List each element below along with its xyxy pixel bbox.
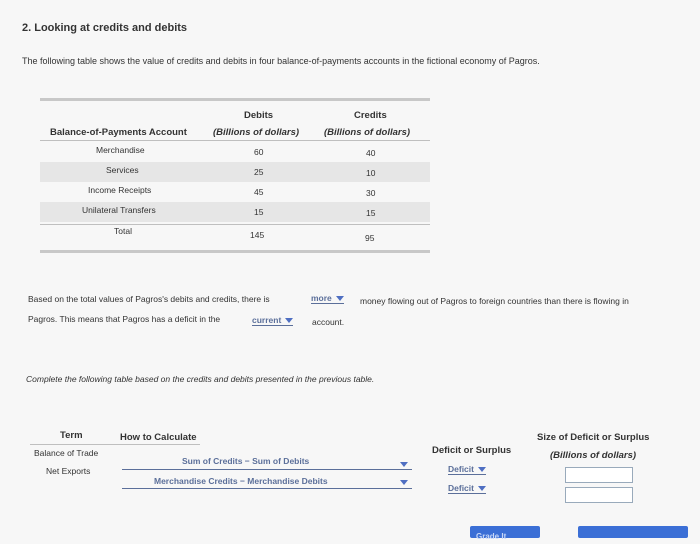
debits-cell: 45 xyxy=(254,187,264,197)
chevron-down-icon xyxy=(336,296,344,301)
account-dropdown[interactable] xyxy=(252,315,293,326)
term-cell: Balance of Trade xyxy=(34,448,99,458)
total-rule xyxy=(40,224,430,225)
total-row xyxy=(40,226,430,246)
formula-select[interactable]: Merchandise Credits − Merchandise Debits xyxy=(154,476,328,486)
debits-unit-header: (Billions of dollars) xyxy=(213,127,300,138)
account-header: Balance-of-Payments Account xyxy=(50,127,187,138)
instruction-text: Complete the following table based on the credits and debits presented in the previous table. xyxy=(26,374,375,384)
debits-cell: 15 xyxy=(254,207,264,217)
grade-button[interactable] xyxy=(470,526,540,541)
deficit-surplus-value: Deficit xyxy=(448,464,474,474)
chevron-down-icon xyxy=(478,467,486,472)
chevron-down-icon xyxy=(478,486,486,491)
chevron-down-icon xyxy=(285,318,293,323)
table-bottom-rule xyxy=(40,250,430,253)
table-row xyxy=(40,142,430,162)
header-underline xyxy=(40,140,430,141)
total-label: Total xyxy=(114,226,132,236)
question-title: 2. Looking at credits and debits xyxy=(22,22,188,34)
deficit-surplus-value: Deficit xyxy=(448,483,474,493)
account-cell: Services xyxy=(106,165,139,175)
deficit-surplus-header: Deficit or Surplus xyxy=(432,445,512,456)
total-debits: 145 xyxy=(250,230,265,240)
term-header: Term xyxy=(60,430,83,441)
credits-header: Credits xyxy=(354,110,387,121)
flow-dropdown[interactable] xyxy=(311,293,344,304)
account-cell: Income Receipts xyxy=(88,185,152,195)
table-row xyxy=(40,162,430,182)
debits-header: Debits xyxy=(244,110,274,121)
credits-cell: 10 xyxy=(366,168,376,178)
credits-cell: 30 xyxy=(366,188,376,198)
table-row xyxy=(40,202,430,222)
formula-select[interactable]: Sum of Credits − Sum of Debits xyxy=(182,456,310,466)
next-button[interactable] xyxy=(578,526,688,538)
account-dropdown-value: current xyxy=(252,315,282,325)
table-top-rule xyxy=(40,98,430,101)
calc-header-rule xyxy=(30,444,200,445)
chevron-down-icon[interactable] xyxy=(400,480,408,485)
credits-cell: 40 xyxy=(366,148,376,158)
deficit-surplus-dropdown[interactable] xyxy=(448,483,486,494)
formula-underline xyxy=(122,469,412,470)
sentence-part2: money flowing out of Pagros to foreign countries than there is flowing in xyxy=(360,296,629,306)
total-credits: 95 xyxy=(365,233,375,243)
sentence-part4: account. xyxy=(312,317,345,327)
size-input[interactable] xyxy=(565,487,633,503)
sentence-part3: Pagros. This means that Pagros has a deficit in the xyxy=(28,314,221,324)
flow-dropdown-value: more xyxy=(311,293,332,303)
term-cell: Net Exports xyxy=(46,466,91,476)
debits-cell: 25 xyxy=(254,167,264,177)
question-intro: The following table shows the value of credits and debits in four balance-of-payments accounts in the fictional economy of Pagros. xyxy=(22,56,540,66)
account-cell: Unilateral Transfers xyxy=(82,205,156,215)
chevron-down-icon[interactable] xyxy=(400,462,408,467)
size-input[interactable] xyxy=(565,467,633,483)
grade-button-label: Grade It xyxy=(476,532,507,541)
debits-cell: 60 xyxy=(254,147,264,157)
size-unit-header: (Billions of dollars) xyxy=(550,450,637,461)
how-header: How to Calculate xyxy=(120,432,197,443)
formula-underline xyxy=(122,488,412,489)
account-cell: Merchandise xyxy=(96,145,145,155)
sentence-part1: Based on the total values of Pagros's debits and credits, there is xyxy=(28,294,270,304)
deficit-surplus-dropdown[interactable] xyxy=(448,464,486,475)
credits-unit-header: (Billions of dollars) xyxy=(324,127,411,138)
table-row xyxy=(40,182,430,202)
credits-cell: 15 xyxy=(366,208,376,218)
size-header: Size of Deficit or Surplus xyxy=(537,432,650,443)
